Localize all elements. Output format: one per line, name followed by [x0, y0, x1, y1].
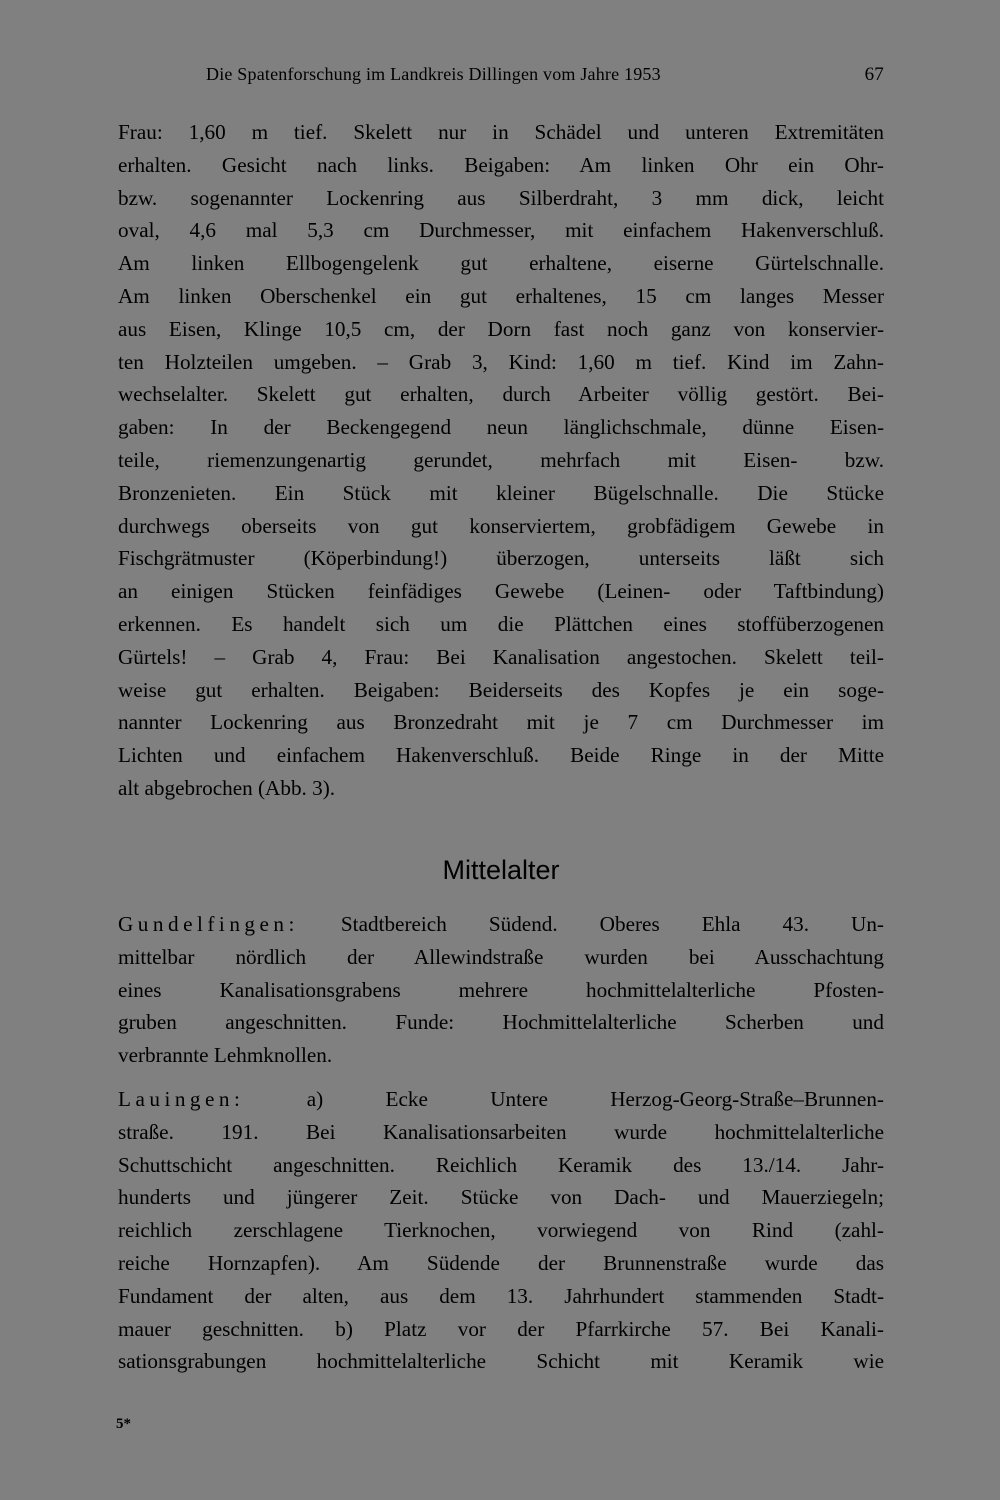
text-line: teile, riemenzungenartig gerundet, mehrfach mit Eisen- bzw. [118, 447, 884, 472]
text-line: sationsgrabungen hochmittelalterliche Schicht mit Keramik wie [118, 1349, 884, 1374]
text-line: nannter Lockenring aus Bronzedraht mit je 7 cm Durchmesser im [118, 710, 884, 735]
text-line: wechselalter. Skelett gut erhalten, durch Arbeiter völlig gestört. Bei- [118, 382, 884, 407]
text-line: Am linken Ellbogengelenk gut erhaltene, eiserne Gürtelschnalle. [118, 251, 884, 276]
paragraph-lauingen [118, 1083, 884, 1378]
text-line: gruben angeschnitten. Funde: Hochmittelalterliche Scherben und [118, 1010, 884, 1035]
signature-mark: 5* [116, 1416, 131, 1432]
text-line: Lichten und einfachem Hakenverschluß. Beide Ringe in der Mitte [118, 743, 884, 768]
place-name: Lauingen: [118, 1087, 245, 1111]
text-line: gaben: In der Beckengegend neun länglichschmale, dünne Eisen- [118, 415, 884, 440]
text-line: Schuttschicht angeschnitten. Reichlich Keramik des 13./14. Jahr- [118, 1152, 884, 1177]
text-line: mauer geschnitten. b) Platz vor der Pfarrkirche 57. Bei Kanali- [118, 1316, 884, 1341]
text-line: Fundament der alten, aus dem 13. Jahrhundert stammenden Stadt- [118, 1283, 884, 1308]
paragraph-gundelfingen [118, 908, 884, 1072]
text-line: mittelbar nördlich der Allewindstraße wurden bei Ausschachtung [118, 944, 884, 969]
text-line: reiche Hornzapfen). Am Südende der Brunnenstraße wurde das [118, 1250, 884, 1275]
text-line: erkennen. Es handelt sich um die Plättchen eines stoffüberzogenen [118, 611, 884, 636]
page-number: 67 [864, 64, 884, 85]
text-line: eines Kanalisationsgrabens mehrere hochmittelalterliche Pfosten- [118, 977, 884, 1002]
text-line [118, 908, 884, 941]
text-fragment: a) Ecke Untere Herzog-Georg-Straße–Brunnen- [244, 1087, 884, 1111]
text-line: hunderts und jüngerer Zeit. Stücke von Dach- und Mauerziegeln; [118, 1185, 884, 1210]
text-line: reichlich zerschlagene Tierknochen, vorwiegend von Rind (zahl- [118, 1218, 884, 1243]
text-line: straße. 191. Bei Kanalisationsarbeiten wurde hochmittelalterliche [118, 1119, 884, 1144]
place-name: Gundelfingen: [118, 912, 299, 936]
text-line: ten Holzteilen umgeben. – Grab 3, Kind: 1,60 m tief. Kind im Zahn- [118, 349, 884, 374]
text-line: alt abgebrochen (Abb. 3). [118, 775, 336, 800]
text-line: Fischgrätmuster (Köperbindung!) überzogen, unterseits läßt sich [118, 546, 884, 571]
section-heading: Mittelalter [442, 855, 560, 885]
text-line: bzw. sogenannter Lockenring aus Silberdraht, 3 mm dick, leicht [118, 185, 884, 210]
text-line: Frau: 1,60 m tief. Skelett nur in Schädel und unteren Extremitäten [118, 120, 884, 144]
running-title: Die Spatenforschung im Landkreis Dillingen vom Jahre 1953 [206, 64, 661, 84]
text-line: oval, 4,6 mal 5,3 cm Durchmesser, mit einfachem Hakenverschluß. [118, 218, 884, 243]
text-fragment: Stadtbereich Südend. Oberes Ehla 43. Un- [298, 912, 884, 936]
text-line: Am linken Oberschenkel ein gut erhaltenes, 15 cm langes Messer [118, 283, 884, 308]
text-line: weise gut erhalten. Beigaben: Beiderseits des Kopfes je ein soge- [118, 677, 884, 702]
paragraph-grave-finds [118, 116, 884, 805]
text-line: verbrannte Lehmknollen. [118, 1043, 333, 1068]
text-line [118, 1083, 884, 1116]
text-line: erhalten. Gesicht nach links. Beigaben: Am linken Ohr ein Ohr- [118, 152, 884, 177]
text-line: aus Eisen, Klinge 10,5 cm, der Dorn fast noch ganz von konservier- [118, 316, 884, 341]
text-line: durchwegs oberseits von gut konserviertem, grobfädigem Gewebe in [118, 513, 884, 538]
text-line: Bronzenieten. Ein Stück mit kleiner Bügelschnalle. Die Stücke [118, 480, 884, 505]
text-line: Gürtels! – Grab 4, Frau: Bei Kanalisation angestochen. Skelett teil- [118, 644, 884, 669]
text-line: an einigen Stücken feinfädiges Gewebe (Leinen- oder Taftbindung) [118, 579, 884, 604]
